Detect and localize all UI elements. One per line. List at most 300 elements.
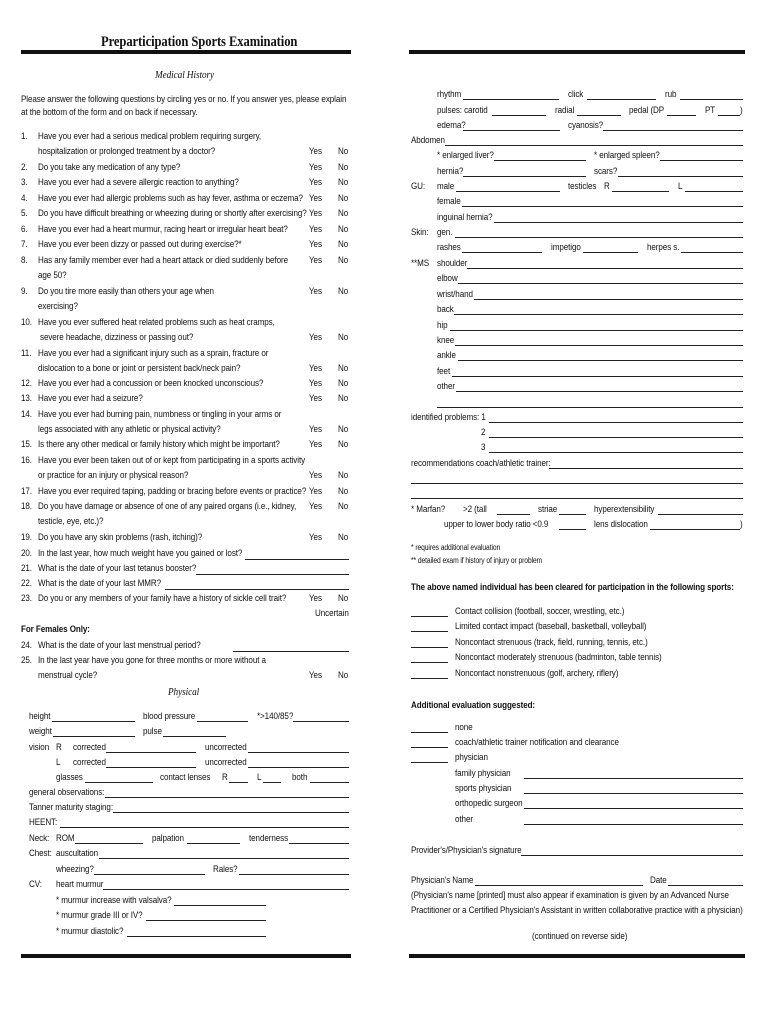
question-text: Have you ever had burning pain, numbness or tingling in your arms or <box>38 409 282 420</box>
impetigo-line[interactable] <box>583 252 638 253</box>
sports-physician-line[interactable] <box>524 793 743 794</box>
question-number: 12. <box>21 378 32 389</box>
question-text: Have you ever had a severe allergic reaction to anything? <box>38 177 239 188</box>
question-number: 24. <box>21 640 32 651</box>
hernia-label: hernia? <box>437 166 464 177</box>
ms-item-line[interactable] <box>474 299 743 300</box>
recommendations-line-2[interactable] <box>411 483 743 484</box>
question-text: Have you ever had a significant injury such as a sprain, fracture or <box>38 348 269 359</box>
glasses-input-line[interactable] <box>85 782 153 783</box>
physician-name-line[interactable] <box>475 885 643 886</box>
vision-l-uncorrected-line[interactable] <box>248 767 349 768</box>
cyanosis-label: cyanosis? <box>568 120 604 131</box>
wheezing-line[interactable] <box>94 874 205 875</box>
yes-option[interactable]: Yes <box>309 363 322 375</box>
vision-r-uncorrected-line[interactable] <box>248 752 349 753</box>
top-rule-right <box>409 50 745 54</box>
contact-l-label: L <box>257 772 262 783</box>
question-number: 15. <box>21 439 32 450</box>
yes-option[interactable]: Yes <box>309 193 322 204</box>
enlarged-liver-label: * enlarged liver? <box>437 150 494 161</box>
question-number: 17. <box>21 486 32 497</box>
ms-label: **MS <box>411 258 430 269</box>
question-text: Have you ever had a heart murmur, racing heart or irregular heart beat? <box>38 224 288 235</box>
note-detailed-exam: ** detailed exam if history of injury or problem <box>411 556 543 565</box>
striae-line[interactable] <box>559 514 586 515</box>
question-number: 5. <box>21 208 28 219</box>
rales-label: Rales? <box>213 864 238 875</box>
no-option[interactable]: No <box>338 332 349 344</box>
no-option[interactable]: No <box>338 363 349 375</box>
pulse-label: pulse <box>143 726 162 737</box>
question-number: 1. <box>21 131 28 142</box>
question-text: Have you ever required taping, padding or bracing before events or practice? <box>38 486 307 497</box>
wheezing-label: wheezing? <box>56 864 94 875</box>
rales-line[interactable] <box>239 874 349 875</box>
pt-close-label: ) <box>740 105 743 116</box>
no-option[interactable]: No <box>338 486 349 497</box>
question-number: 9. <box>21 286 28 297</box>
rashes-line[interactable] <box>462 252 542 253</box>
weight-label: weight <box>29 726 52 737</box>
yes-option[interactable]: Yes <box>309 208 322 219</box>
top-rule-left <box>21 50 351 54</box>
additional-option: physician <box>455 752 488 763</box>
bottom-rule-left <box>21 954 351 958</box>
radial-label: radial <box>555 105 575 116</box>
problem-2-label: 2 <box>481 427 486 438</box>
cyanosis-line[interactable] <box>603 130 743 131</box>
date-line[interactable] <box>668 885 743 886</box>
ms-item-line[interactable] <box>450 330 743 331</box>
yes-option[interactable]: Yes <box>309 239 322 250</box>
question-text: What is the date of your last menstrual period? <box>38 640 201 651</box>
herpes-line[interactable] <box>681 252 743 253</box>
no-option[interactable]: No <box>338 378 349 389</box>
uncorrected-label: uncorrected <box>205 757 247 768</box>
edema-line[interactable] <box>463 130 560 131</box>
yes-option[interactable]: Yes <box>309 439 322 450</box>
additional-checkbox-line[interactable] <box>411 762 448 763</box>
question-number: 25. <box>21 655 32 666</box>
general-observations-line[interactable] <box>105 797 349 798</box>
question-number: 16. <box>21 455 32 466</box>
medical-history-heading: Medical History <box>155 69 215 81</box>
no-option[interactable]: No <box>338 224 349 235</box>
vision-label: vision <box>29 742 50 753</box>
marfan-label: * Marfan? <box>411 504 446 515</box>
testicles-label: testicles <box>568 181 597 192</box>
question-number: 11. <box>21 348 32 359</box>
ms-item-line[interactable] <box>456 391 743 392</box>
heent-label: HEENT: <box>29 817 58 828</box>
vision-r-label: R <box>56 742 62 753</box>
no-option[interactable]: No <box>338 208 349 219</box>
hernia-line[interactable] <box>463 176 586 177</box>
signature-label: Provider's/Physician's signature <box>411 845 522 856</box>
pedal-label: pedal (DP <box>629 105 665 116</box>
no-option[interactable]: No <box>338 146 349 158</box>
enlarged-spleen-label: * enlarged spleen? <box>594 150 660 161</box>
sport-checkbox-line[interactable] <box>411 647 448 648</box>
sport-option: Noncontact nonstrenuous (golf, archery, riflery) <box>455 668 619 679</box>
radial-line[interactable] <box>577 115 621 116</box>
yes-option[interactable]: Yes <box>309 501 322 512</box>
tetanus-date-answer-line[interactable] <box>196 574 349 575</box>
yes-option[interactable]: Yes <box>309 470 322 482</box>
question-number: 10. <box>21 317 32 328</box>
male-label: male <box>437 181 455 192</box>
ms-item-knee: knee <box>437 335 455 346</box>
testicles-r-line[interactable] <box>612 191 669 192</box>
yes-option[interactable]: Yes <box>309 593 322 604</box>
question-number: 19. <box>21 532 32 543</box>
question-text: Do you have difficult breathing or wheezing during or shortly after exercising? <box>38 208 307 219</box>
question-number: 3. <box>21 177 28 188</box>
vision-l-label: L <box>56 757 61 768</box>
yes-option[interactable]: Yes <box>309 162 322 173</box>
sport-checkbox-line[interactable] <box>411 631 448 632</box>
problem-1-line[interactable] <box>489 422 743 423</box>
tanner-label: Tanner maturity staging: <box>29 802 113 813</box>
rhythm-label: rhythm <box>437 89 462 100</box>
question-number: 7. <box>21 239 28 250</box>
pulses-carotid-label: pulses: carotid <box>437 105 488 116</box>
question-text: Have you ever had allergic problems such as hay fever, asthma or eczema? <box>38 193 303 204</box>
lens-dislocation-line[interactable] <box>650 529 740 530</box>
physical-heading: Physical <box>168 686 200 698</box>
weight-input-line[interactable] <box>53 736 135 737</box>
sport-checkbox-line[interactable] <box>411 678 448 679</box>
question-number: 13. <box>21 393 32 404</box>
heart-murmur-line[interactable] <box>103 889 349 890</box>
chest-label: Chest: <box>29 848 52 859</box>
sport-option: Noncontact strenuous (track, field, running, tennis, etc.) <box>455 637 648 648</box>
question-text: Do you have any skin problems (rash, itching)? <box>38 532 203 543</box>
specialist-option: family physician <box>455 768 511 779</box>
question-text: legs associated with any athletic or physical activity? <box>38 424 221 436</box>
yes-option[interactable]: Yes <box>309 224 322 235</box>
question-text: Do you have damage or absence of one of any paired organs (i.e., kidney, <box>38 501 297 512</box>
impetigo-label: impetigo <box>551 242 581 253</box>
question-text: In the last year have you gone for three months or more without a <box>38 655 266 666</box>
glasses-label: glasses <box>56 772 83 783</box>
palpation-label: palpation <box>152 833 184 844</box>
instructions-line-1: Please answer the following questions by circling yes or no. If you answer yes, please explain <box>21 94 347 105</box>
continued-note: (continued on reverse side) <box>532 931 628 942</box>
no-option[interactable]: No <box>338 162 349 173</box>
question-text: Is there any other medical or family history which might be important? <box>38 439 280 450</box>
question-text: What is the date of your last tetanus booster? <box>38 563 197 574</box>
question-text: Do you take any medication of any type? <box>38 162 181 173</box>
recommendations-line-1[interactable] <box>549 468 743 469</box>
question-text: Have you ever been taken out of or kept from participating in a sports activity <box>38 455 306 466</box>
rhythm-line[interactable] <box>463 99 559 100</box>
uncorrected-label: uncorrected <box>205 742 247 753</box>
height-label: height <box>29 711 51 722</box>
weight-change-answer-line[interactable] <box>245 559 349 560</box>
hyperextensibility-label: hyperextensibility <box>594 504 655 515</box>
murmur-item-label: * murmur grade III or IV? <box>56 910 143 921</box>
physician-note-line-2: Practitioner or a Certified Physician's Assistant in written collaborative practice with a physician) <box>411 905 743 916</box>
tenderness-label: tenderness <box>249 833 289 844</box>
vision-r-corrected-line[interactable] <box>106 752 196 753</box>
carotid-line[interactable] <box>492 115 546 116</box>
question-text: testicle, eye, etc.)? <box>38 516 104 528</box>
ms-item-ankle: ankle <box>437 350 456 361</box>
tanner-line[interactable] <box>113 812 349 813</box>
no-option[interactable]: No <box>338 393 349 404</box>
skin-gen-label: gen. <box>437 227 453 238</box>
ms-item-back: back <box>437 304 454 315</box>
family-physician-line[interactable] <box>524 778 743 779</box>
no-option[interactable]: No <box>338 193 349 204</box>
auscultation-label: auscultation <box>56 848 99 859</box>
bp-threshold-input-line[interactable] <box>293 721 349 722</box>
question-number: 2. <box>21 162 28 173</box>
tall-line[interactable] <box>497 514 530 515</box>
murmur-valsalva-line[interactable] <box>174 905 266 906</box>
females-only-heading: For Females Only: <box>21 624 90 635</box>
question-text: age 50? <box>38 270 67 282</box>
question-text: Has any family member ever had a heart attack or died suddenly before <box>38 255 288 266</box>
recommendations-label: recommendations coach/athletic trainer: <box>411 458 551 469</box>
question-text: hospitalization or prolonged treatment by a doctor? <box>38 146 216 158</box>
no-option[interactable]: No <box>338 532 349 543</box>
both-label: both <box>292 772 308 783</box>
physician-note-line-1: (Physician's name [printed] must also appear if examination is given by an Advanced Nurse <box>411 890 729 901</box>
palpation-line[interactable] <box>187 843 240 844</box>
signature-line[interactable] <box>521 855 743 856</box>
edema-label: edema? <box>437 120 466 131</box>
rub-line[interactable] <box>680 99 743 100</box>
testicles-l-label: L <box>678 181 683 192</box>
specialist-option: orthopedic surgeon <box>455 798 523 809</box>
bp-threshold-label: *>140/85? <box>257 711 294 722</box>
pt-line[interactable] <box>718 115 740 116</box>
male-line[interactable] <box>456 191 560 192</box>
no-option[interactable]: No <box>338 286 349 297</box>
ms-item-elbow: elbow <box>437 273 458 284</box>
ms-item-line[interactable] <box>452 376 743 377</box>
upper-lower-ratio-label: upper to lower body ratio <0.9 <box>444 519 549 530</box>
problem-3-line[interactable] <box>489 452 743 453</box>
abdomen-label: Abdomen <box>411 135 445 146</box>
other-specialist-line[interactable] <box>524 824 743 825</box>
ms-item-line[interactable] <box>458 283 743 284</box>
murmur-item-label: * murmur increase with valsalva? <box>56 895 172 906</box>
specialist-option: other <box>455 814 473 825</box>
inguinal-hernia-label: inguinal hernia? <box>437 212 493 223</box>
additional-option: none <box>455 722 473 733</box>
no-option[interactable]: No <box>338 501 349 512</box>
no-option[interactable]: No <box>338 593 349 604</box>
sport-option: Contact collision (football, soccer, wrestling, etc.) <box>455 606 625 617</box>
question-number: 4. <box>21 193 28 204</box>
question-text: Have you ever suffered heat related problems such as heat cramps, <box>38 317 275 328</box>
identified-problems-label: identified problems: 1 <box>411 412 486 423</box>
instructions-line-2: at the bottom of the form and on back if necessary. <box>21 107 198 118</box>
physician-name-label: Physician's Name <box>411 875 474 886</box>
inguinal-hernia-line[interactable] <box>494 222 743 223</box>
yes-option[interactable]: Yes <box>309 146 322 158</box>
yes-option[interactable]: Yes <box>309 393 322 404</box>
bottom-rule-right <box>409 954 745 958</box>
yes-option[interactable]: Yes <box>309 378 322 389</box>
note-additional-evaluation: * requires additional evaluation <box>411 543 501 552</box>
pt-label: PT <box>705 105 716 116</box>
tenderness-line[interactable] <box>289 843 349 844</box>
rom-label: ROM <box>56 833 75 844</box>
question-text: In the last year, how much weight have you gained or lost? <box>38 548 243 559</box>
rashes-label: rashes <box>437 242 461 253</box>
page-title: Preparticipation Sports Examination <box>101 34 298 50</box>
problem-2-line[interactable] <box>489 437 743 438</box>
pedal-line[interactable] <box>667 115 696 116</box>
ms-item-hip: hip <box>437 320 448 331</box>
question-text: dislocation to a bone or joint or persistent back/neck pain? <box>38 363 241 375</box>
sport-checkbox-line[interactable] <box>411 616 448 617</box>
no-option[interactable]: No <box>338 177 349 188</box>
mmr-date-answer-line[interactable] <box>165 589 349 590</box>
cv-label: CV: <box>29 879 42 890</box>
problem-3-label: 3 <box>481 442 486 453</box>
uncertain-option[interactable]: Uncertain <box>315 608 349 619</box>
testicles-r-label: R <box>604 181 610 192</box>
marfan-gt2-label: >2 (tall <box>463 504 487 515</box>
date-label: Date <box>650 875 667 886</box>
question-text: Do you or any members of your family have a history of sickle cell trait? <box>38 593 287 604</box>
no-option[interactable]: No <box>338 424 349 436</box>
additional-evaluation-heading: Additional evaluation suggested: <box>411 700 536 711</box>
liver-line[interactable] <box>494 160 586 161</box>
question-number: 23. <box>21 593 32 604</box>
testicles-l-line[interactable] <box>685 191 743 192</box>
rub-label: rub <box>665 89 677 100</box>
question-number: 21. <box>21 563 32 574</box>
recommendations-line-3[interactable] <box>411 498 743 499</box>
contact-r-label: R <box>222 772 228 783</box>
no-option[interactable]: No <box>338 439 349 450</box>
question-number: 18. <box>21 501 32 512</box>
vision-l-corrected-line[interactable] <box>106 767 196 768</box>
cleared-heading: The above named individual has been cleared for participation in the following sports: <box>411 582 734 593</box>
question-text: severe headache, dizziness or passing out? <box>40 332 194 344</box>
sport-checkbox-line[interactable] <box>411 662 448 663</box>
heent-line[interactable] <box>60 827 349 828</box>
orthopedic-surgeon-line[interactable] <box>524 808 743 809</box>
skin-gen-line[interactable] <box>455 237 743 238</box>
murmur-grade-line[interactable] <box>146 920 266 921</box>
pulse-input-line[interactable] <box>163 736 226 737</box>
murmur-item-label: * murmur diastolic? <box>56 926 124 937</box>
yes-option[interactable]: Yes <box>309 177 322 188</box>
abdomen-line[interactable] <box>445 145 743 146</box>
yes-option[interactable]: Yes <box>309 332 322 344</box>
question-text: or practice for an injury or physical reason? <box>38 470 189 482</box>
scars-label: scars? <box>594 166 618 177</box>
question-text: Have you ever been dizzy or passed out during exercise?* <box>38 239 242 250</box>
click-line[interactable] <box>587 99 656 100</box>
ms-item-line[interactable] <box>455 345 743 346</box>
additional-checkbox-line[interactable] <box>411 732 448 733</box>
blood-pressure-label: blood pressure <box>143 711 196 722</box>
menstrual-date-answer-line[interactable] <box>233 651 349 652</box>
heart-murmur-label: heart murmur <box>56 879 104 890</box>
sport-option: Limited contact impact (baseball, basketball, volleyball) <box>455 621 647 632</box>
additional-option: coach/athletic trainer notification and clearance <box>455 737 619 748</box>
question-number: 20. <box>21 548 32 559</box>
click-label: click <box>568 89 584 100</box>
blood-pressure-input-line[interactable] <box>197 721 248 722</box>
question-text: Have you ever had a serious medical problem requiring surgery, <box>38 131 262 142</box>
yes-option[interactable]: Yes <box>309 486 322 497</box>
question-text: Have you ever had a concussion or been knocked unconscious? <box>38 378 264 389</box>
contact-l-line[interactable] <box>263 782 281 783</box>
sport-option: Noncontact moderately strenuous (badminton, table tennis) <box>455 652 662 663</box>
no-option: No <box>338 670 349 681</box>
ms-item-line[interactable] <box>454 314 743 315</box>
ms-item-wrist-hand: wrist/hand <box>437 289 473 300</box>
question-text: menstrual cycle? <box>38 670 98 681</box>
yes-option[interactable]: Yes <box>309 255 322 266</box>
ratio-line[interactable] <box>559 529 586 530</box>
contact-r-line[interactable] <box>229 782 248 783</box>
corrected-label: corrected <box>73 742 106 753</box>
female-line[interactable] <box>462 206 743 207</box>
contact-lenses-label: contact lenses <box>160 772 211 783</box>
hyperextensibility-line[interactable] <box>658 514 743 515</box>
yes-option[interactable]: Yes <box>309 286 322 297</box>
no-option[interactable]: No <box>338 470 349 482</box>
yes-option[interactable]: Yes <box>309 532 322 543</box>
question-number: 14. <box>21 409 32 420</box>
auscultation-line[interactable] <box>99 858 349 859</box>
ms-item-line[interactable] <box>458 360 743 361</box>
ms-item-line[interactable] <box>467 268 743 269</box>
corrected-label: corrected <box>73 757 106 768</box>
question-number: 22. <box>21 578 32 589</box>
murmur-diastolic-line[interactable] <box>127 936 266 937</box>
rom-line[interactable] <box>75 843 143 844</box>
no-option[interactable]: No <box>338 255 349 266</box>
question-text: Have you ever had a seizure? <box>38 393 143 404</box>
striae-label: striae <box>538 504 558 515</box>
question-number: 6. <box>21 224 28 235</box>
spleen-line[interactable] <box>660 160 743 161</box>
neck-label: Neck: <box>29 833 50 844</box>
specialist-option: sports physician <box>455 783 512 794</box>
question-number: 8. <box>21 255 28 266</box>
female-label: female <box>437 196 461 207</box>
question-text: Do you tire more easily than others your age when <box>38 286 214 297</box>
yes-option[interactable]: Yes <box>309 424 322 436</box>
herpes-label: herpes s. <box>647 242 680 253</box>
question-text: exercising? <box>38 301 78 313</box>
skin-label: Skin: <box>411 227 429 238</box>
ms-item-feet: feet <box>437 366 451 377</box>
both-input-line[interactable] <box>310 782 349 783</box>
ms-extra-line[interactable] <box>437 407 743 408</box>
gu-label: GU: <box>411 181 426 192</box>
general-observations-label: general observations: <box>29 787 105 798</box>
height-input-line[interactable] <box>52 721 135 722</box>
no-option[interactable]: No <box>338 239 349 250</box>
additional-checkbox-line[interactable] <box>411 747 448 748</box>
scars-line[interactable] <box>618 176 743 177</box>
lens-close-label: ) <box>740 519 743 530</box>
lens-dislocation-label: lens dislocation <box>594 519 648 530</box>
